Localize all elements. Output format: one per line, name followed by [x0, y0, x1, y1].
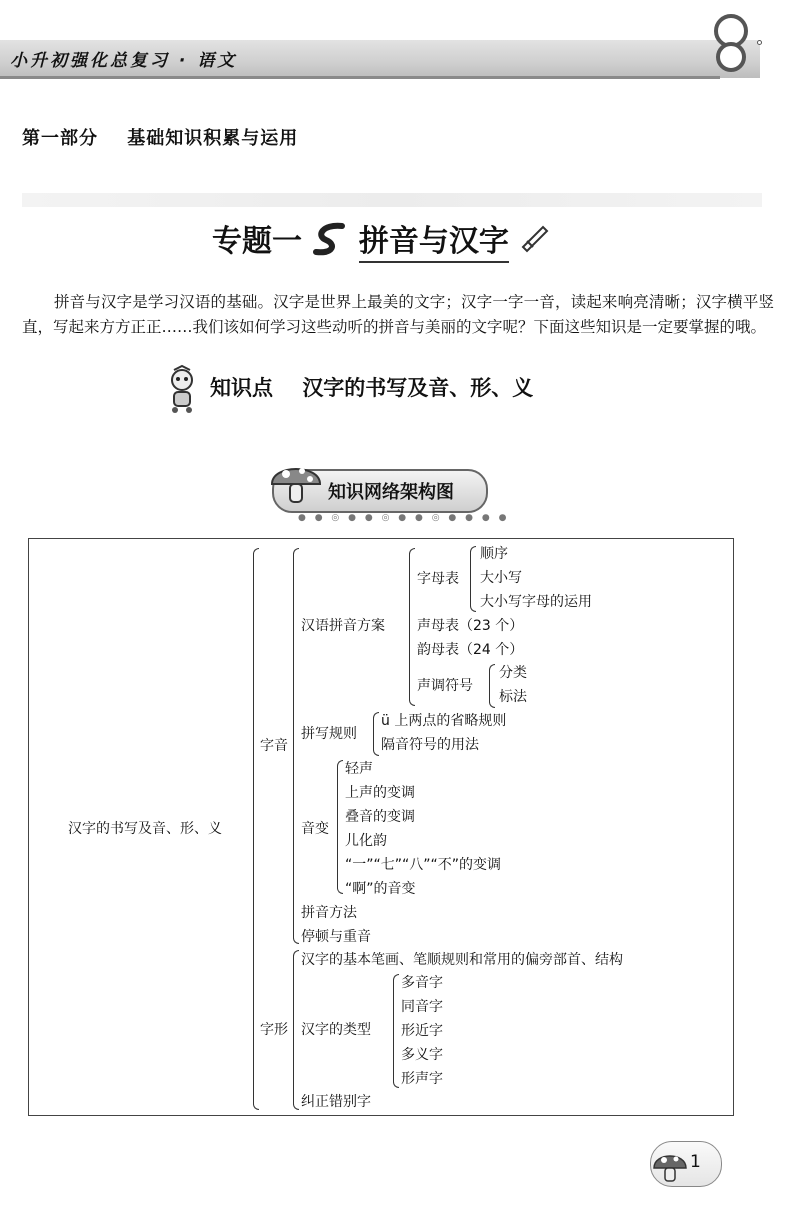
banner-title: 知识网络架构图	[328, 482, 454, 503]
bleed-through-band	[22, 193, 762, 207]
knowledge-point-topic: 汉字的书写及音、形、义	[302, 376, 534, 400]
bracket-tone-marks	[489, 664, 495, 708]
sound-change-item: 儿化韵	[345, 833, 387, 849]
node-yin: 字音	[260, 738, 288, 754]
node-tone-marks: 声调符号	[417, 678, 473, 694]
char-type-item: 多音字	[401, 975, 443, 991]
node-char-types: 汉字的类型	[301, 1022, 371, 1038]
header-rule	[0, 76, 720, 79]
bracket-pinyin-scheme	[409, 548, 415, 706]
topic-prefix: 专题一	[212, 224, 302, 259]
alphabet-item: 大小写	[480, 570, 522, 586]
bracket-spelling-rules	[373, 712, 379, 756]
spelling-item: ü 上两点的省略规则	[381, 713, 507, 729]
bracket-yin	[293, 548, 299, 944]
logo-ring-bottom	[716, 42, 746, 72]
bracket-alphabet	[470, 546, 476, 612]
pen-icon	[519, 221, 549, 259]
bracket-root	[253, 548, 259, 1110]
sound-change-item: 上声的变调	[345, 785, 415, 801]
swirl-icon	[312, 222, 348, 264]
banner-dots: ● ● ◎ ● ● ◎ ● ● ◎ ● ● ● ●	[298, 513, 510, 523]
topic-title	[212, 216, 549, 264]
tree-root: 汉字的书写及音、形、义	[68, 821, 222, 837]
intro-paragraph: 拼音与汉字是学习汉语的基础。汉字是世界上最美的文字；汉字一字一音，读起来响亮清晰；汉字横平竖直，写起来方方正正……我们该如何学习这些动听的拼音与美丽的文字呢？下面这些知识是一定要掌握的哦。	[22, 293, 774, 336]
node-finals: 韵母表（24 个）	[417, 642, 524, 658]
node-correct-typos: 纠正错别字	[301, 1094, 371, 1110]
logo-ring-small	[757, 40, 762, 45]
node-xing: 字形	[260, 1022, 288, 1038]
alphabet-item: 大小写字母的运用	[480, 594, 592, 610]
bracket-sound-change	[337, 760, 343, 894]
node-strokes: 汉字的基本笔画、笔顺规则和常用的偏旁部首、结构	[301, 952, 623, 968]
sound-change-item: 叠音的变调	[345, 809, 415, 825]
node-alphabet: 字母表	[417, 571, 459, 587]
node-spelling-rules: 拼写规则	[301, 726, 357, 742]
alphabet-item: 顺序	[480, 546, 508, 562]
part-label: 第一部分	[22, 128, 98, 149]
book-title: 小升初强化总复习 · 语文	[10, 51, 238, 71]
char-type-item: 同音字	[401, 999, 443, 1015]
tone-item: 标法	[499, 689, 527, 705]
char-type-item: 多义字	[401, 1047, 443, 1063]
node-pause-stress: 停顿与重音	[301, 929, 371, 945]
sound-change-item: “啊”的音变	[345, 881, 416, 897]
node-sound-change: 音变	[301, 821, 329, 837]
page-number: 1	[690, 1152, 701, 1172]
node-pinyin-method: 拼音方法	[301, 905, 357, 921]
node-initials: 声母表（23 个）	[417, 618, 524, 634]
bracket-xing	[293, 950, 299, 1110]
char-type-item: 形近字	[401, 1023, 443, 1039]
bracket-char-types	[393, 974, 399, 1088]
part-title	[22, 124, 320, 150]
tone-item: 分类	[499, 665, 527, 681]
node-pinyin-scheme: 汉语拼音方案	[301, 618, 385, 634]
knowledge-point-label: 知识点	[210, 376, 273, 400]
part-name: 基础知识积累与运用	[127, 128, 299, 149]
spelling-item: 隔音符号的用法	[381, 737, 479, 753]
sound-change-item: “一”“七”“八”“不”的变调	[345, 857, 502, 873]
topic-name: 拼音与汉字	[359, 224, 509, 263]
sound-change-item: 轻声	[345, 761, 373, 777]
char-type-item: 形声字	[401, 1071, 443, 1087]
knowledge-point-title	[210, 372, 533, 402]
